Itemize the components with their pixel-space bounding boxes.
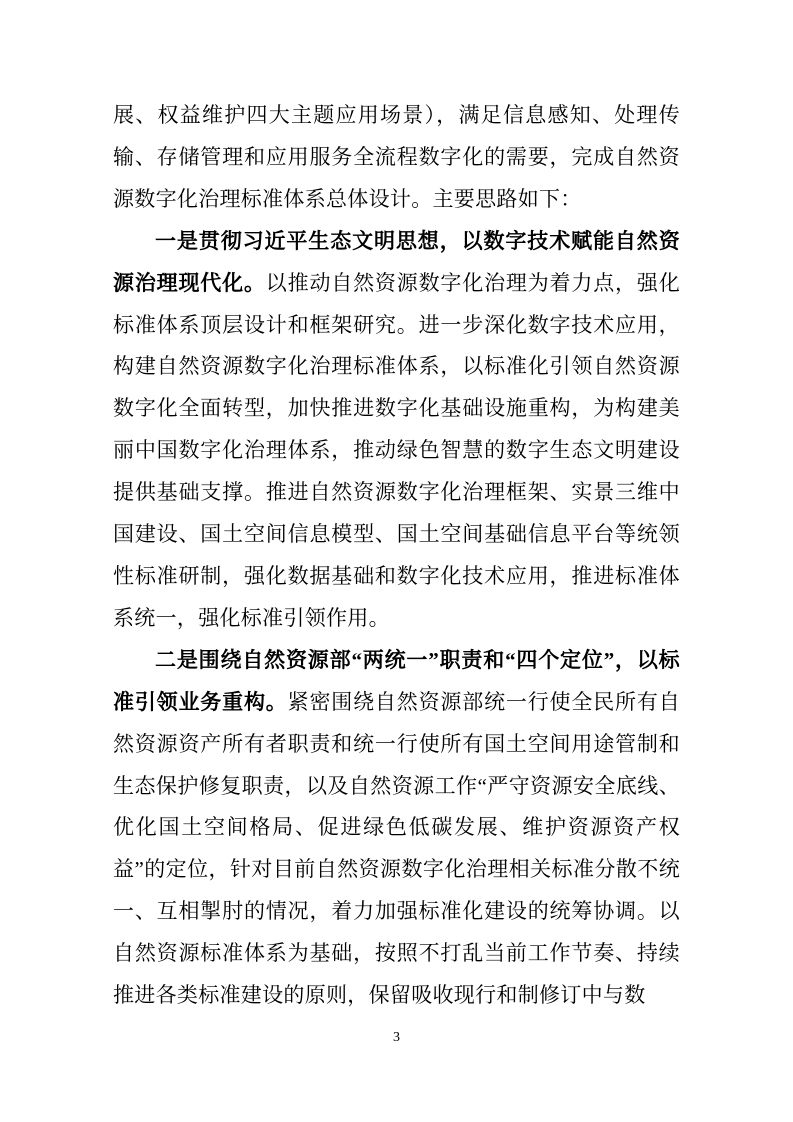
paragraph-lead-bold: 二是围绕自然资源部“两统一”职责和“四个定位”，以标准引领业务重构。 xyxy=(113,647,680,714)
paragraph-text: 展、权益维护四大主题应用场景），满足信息感知、处理传输、存储管理和应用服务全流程数字化的需要，完成自然资源数字化治理标准体系总体设计。主要思路如下： xyxy=(113,103,680,211)
paragraph xyxy=(113,221,680,640)
document-body xyxy=(113,95,680,1017)
paragraph xyxy=(113,640,680,1017)
paragraph xyxy=(113,95,680,221)
page-number: 3 xyxy=(393,1030,400,1045)
paragraph-text: 以推动自然资源数字化治理为着力点，强化标准体系顶层设计和框架研究。进一步深化数字技术应用，构建自然资源数字化治理标准体系，以标准化引领自然资源数字化全面转型，加快推进数字化基础设施重构，为构建美丽中国数字化治理体系，推动绿色智慧的数字生态文明建设提供基础支撑。推进自然资源数字化治理框架、实景三维中国建设、国土空间信息模型、国土空间基础信息平台等统领性标准研制，强化数据基础和数字化技术应用，推进标准体系统一，强化标准引领作用。 xyxy=(113,270,680,630)
paragraph-text: 紧密围绕自然资源部统一行使全民所有自然资源资产所有者职责和统一行使所有国土空间用途管制和生态保护修复职责，以及自然资源工作“严守资源安全底线、优化国土空间格局、促进绿色低碳发展、维护资源资产权益”的定位，针对目前自然资源数字化治理相关标准分散不统一、互相掣肘的情况，着力加强标准化建设的统筹协调。以自然资源标准体系为基础，按照不打乱当前工作节奏、持续推进各类标准建设的原则，保留吸收现行和制修订中与数 xyxy=(113,689,680,1008)
paragraph-lead-bold: 一是贯彻习近平生态文明思想，以数字技术赋能自然资源治理现代化。 xyxy=(113,228,680,295)
